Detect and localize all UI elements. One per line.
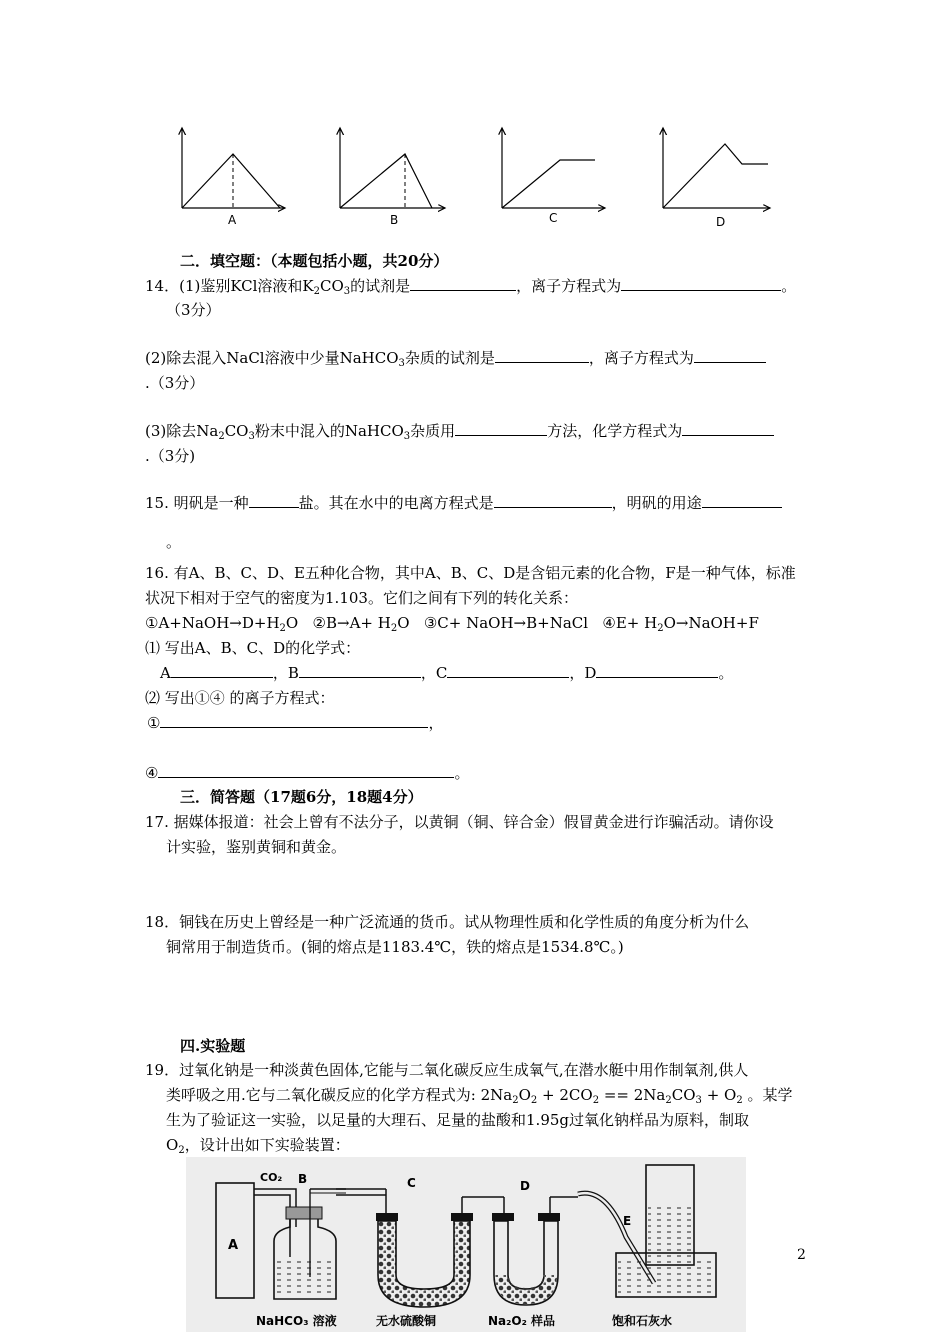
q14-p1-text-e: 。 <box>781 277 797 295</box>
apparatus-b-label: B <box>298 1172 308 1186</box>
q17-line2: 计实验，鉴别黄铜和黄金。 <box>166 838 347 856</box>
q15-text-a: 15. 明矾是一种 <box>145 494 249 512</box>
q16-reactions <box>145 613 759 633</box>
graph-c-label: C <box>549 211 558 225</box>
q14-p3-blank-equation[interactable] <box>682 421 774 436</box>
q16-formula-line <box>160 663 733 683</box>
q14-p1-score: （3分） <box>166 301 221 319</box>
q16-blank-eq1[interactable] <box>160 713 428 728</box>
q16-sub2: ⑵ 写出①④ 的离子方程式： <box>145 689 335 707</box>
q14-p1-blank-equation[interactable] <box>621 276 781 291</box>
q19-l2-d: == 2Na <box>599 1086 666 1104</box>
graph-a-label: A <box>228 213 237 227</box>
q19-l2-e: CO <box>671 1086 696 1104</box>
q15-line <box>145 493 782 513</box>
q15-blank-salt[interactable] <box>249 493 299 508</box>
q14-p3-sub3: 3 <box>403 431 411 442</box>
apparatus-figure <box>186 1157 746 1332</box>
q14-p2-sub: 3 <box>398 358 405 369</box>
q16-blank-b[interactable] <box>299 663 421 678</box>
q16-r1-sub: 2 <box>279 623 286 634</box>
q16-blank-a[interactable] <box>171 663 273 678</box>
q14-p2-blank-equation[interactable] <box>694 348 766 363</box>
q16-blank-d[interactable] <box>596 663 718 678</box>
q16-line2: 状况下相对于空气的密度为1.103。它们之间有下列的转化关系： <box>145 589 578 607</box>
graph-c <box>502 128 605 225</box>
q14-p3-blank-method[interactable] <box>455 421 547 436</box>
graphs-figure <box>170 120 780 235</box>
q16-r2: ②B→A+ H <box>312 614 391 632</box>
q16-label-d: ，D <box>569 664 597 682</box>
apparatus-a-label: A <box>228 1238 239 1253</box>
q19-l2-f: + O <box>701 1086 737 1104</box>
q16-r2-sub: 2 <box>390 623 398 634</box>
q14-p3-text-c: 粉末中混入的NaHCO <box>254 422 404 440</box>
q16-eq1-line <box>147 713 443 733</box>
q16-blank-eq4[interactable] <box>158 763 454 778</box>
q19-l2-g: 。某学 <box>742 1086 793 1104</box>
q19-l2-a: 类呼吸之用.它与二氧化碳反应的化学方程式为: 2Na <box>166 1086 513 1104</box>
q14-part3 <box>145 421 774 441</box>
q14-p2-score: .（3分） <box>145 374 205 392</box>
q19-l2-s2: 2 <box>530 1095 538 1106</box>
q14-p3-sub2: 3 <box>248 431 255 442</box>
apparatus-caption-limewater: 饱和石灰水 <box>612 1314 673 1328</box>
section-4-heading: 四.实验题 <box>180 1037 246 1055</box>
q15-text-b: 盐。其在水中的电离方程式是 <box>298 494 494 512</box>
graph-d <box>663 128 770 229</box>
q19-l2-c: + 2CO <box>537 1086 593 1104</box>
graph-b <box>340 128 445 227</box>
q14-p1-text-c: 的试剂是 <box>350 277 411 295</box>
q14-p1-text-d: ，离子方程式为 <box>516 277 622 295</box>
q14-p1-text-a: 14．(1)鉴别KCl溶液和K <box>145 277 314 295</box>
q18-line2: 铜常用于制造货币。(铜的熔点是1183.4℃，铁的熔点是1534.8℃。) <box>166 938 624 956</box>
q15-end: 。 <box>166 533 182 551</box>
q18-line1: 18．铜钱在历史上曾经是一种广泛流通的货币。试从物理性质和化学性质的角度分析为什么 <box>145 913 750 931</box>
q19-l2-b: O <box>518 1086 531 1104</box>
q16-blank-c[interactable] <box>447 663 569 678</box>
q16-r1: ①A+NaOH→D+H <box>145 614 280 632</box>
apparatus-c-label: C <box>407 1176 416 1190</box>
q19-line2 <box>166 1085 792 1105</box>
q14-p3-text-e: 方法，化学方程式为 <box>547 422 683 440</box>
q16-r4-sub: 2 <box>657 623 664 634</box>
q15-blank-ionization[interactable] <box>494 493 612 508</box>
q16-r3: ③C+ NaOH→B+NaCl <box>423 614 589 632</box>
q14-p1-sub: 2 <box>313 286 320 297</box>
q16-eq4-line <box>145 763 469 783</box>
q16-label-b: ，B <box>272 664 299 682</box>
q14-p2-blank-reagent[interactable] <box>495 348 589 363</box>
q19-l2-s4: 2 <box>665 1095 672 1106</box>
q19-l4-a: O <box>166 1136 179 1154</box>
q19-line1: 19．过氧化钠是一种淡黄色固体,它能与二氧化碳反应生成氧气,在潜水艇中用作制氧剂,供人 <box>145 1061 749 1079</box>
q14-part2 <box>145 348 766 368</box>
q16-sub1: ⑴ 写出A、B、C、D的化学式： <box>145 639 361 657</box>
apparatus-caption-nahco3: NaHCO₃ 溶液 <box>256 1314 337 1328</box>
q16-eq4-label: ④ <box>145 764 159 782</box>
q16-formula-end: 。 <box>718 664 734 682</box>
q14-p2-text-c: ，离子方程式为 <box>588 349 694 367</box>
apparatus-caption-cuso4: 无水硫酸铜 <box>376 1314 437 1328</box>
q14-p3-text-d: 杂质用 <box>410 422 456 440</box>
q16-eq1-label: ① <box>147 714 161 732</box>
section-2-heading: 二．填空题：（本题包括小题，共20分） <box>180 252 449 270</box>
q14-p1-blank-reagent[interactable] <box>410 276 516 291</box>
page-number: 2 <box>797 1247 806 1263</box>
q14-p3-sub1: 2 <box>218 431 225 442</box>
q19-l4-sub: 2 <box>178 1145 185 1156</box>
q14-p2-text-b: 杂质的试剂是 <box>404 349 495 367</box>
q19-l2-s6: 2 <box>736 1095 743 1106</box>
q16-eq4-end: 。 <box>454 764 470 782</box>
q14-p1-text-b: CO <box>320 277 344 295</box>
q15-text-c: ，明矾的用途 <box>611 494 702 512</box>
graph-d-label: D <box>716 215 726 229</box>
q19-l4-b: ，设计出如下实验装置： <box>184 1136 350 1154</box>
q14-p3-score: .（3分) <box>145 447 196 465</box>
q16-r4-end: O→NaOH+F <box>663 614 759 632</box>
q17-line1: 17. 据媒体报道：社会上曾有不法分子，以黄铜（铜、锌合金）假冒黄金进行诈骗活动。请你设 <box>145 813 774 831</box>
q16-label-c: ，C <box>420 664 448 682</box>
section-3-heading: 三．简答题（17题6分，18题4分） <box>180 788 423 806</box>
apparatus-caption-na2o2: Na₂O₂ 样品 <box>488 1314 556 1328</box>
graph-b-label: B <box>390 213 399 227</box>
q14-p3-text-b: CO <box>224 422 249 440</box>
q19-line3: 生为了验证这一实验，以足量的大理石、足量的盐酸和1.95g过氧化钠样品为原料，制取 <box>166 1111 750 1129</box>
q16-r1-end: O <box>285 614 299 632</box>
graph-a <box>182 128 285 227</box>
q14-p3-text-a: (3)除去Na <box>145 422 219 440</box>
q16-r4: ④E+ H <box>602 614 658 632</box>
q16-eq1-end: ， <box>428 714 444 732</box>
q14-p2-text-a: (2)除去混入NaCl溶液中少量NaHCO <box>145 349 399 367</box>
q16-r2-end: O <box>397 614 410 632</box>
q19-l2-s1: 2 <box>512 1095 519 1106</box>
apparatus-co2-label: CO₂ <box>260 1171 283 1184</box>
q14-part1 <box>145 276 796 296</box>
q19-line4 <box>166 1135 350 1155</box>
q19-l2-s3: 2 <box>592 1095 600 1106</box>
q15-blank-use[interactable] <box>702 493 782 508</box>
apparatus-e-label: E <box>623 1214 632 1228</box>
apparatus-d-label: D <box>520 1179 530 1193</box>
q16-label-a: A <box>160 664 171 682</box>
q19-l2-s5: 3 <box>695 1095 702 1106</box>
q14-p1-sub2: 3 <box>343 286 351 297</box>
q16-line1: 16. 有A、B、C、D、E五种化合物，其中A、B、C、D是含铝元素的化合物，F是一种气体，标准 <box>145 564 796 582</box>
